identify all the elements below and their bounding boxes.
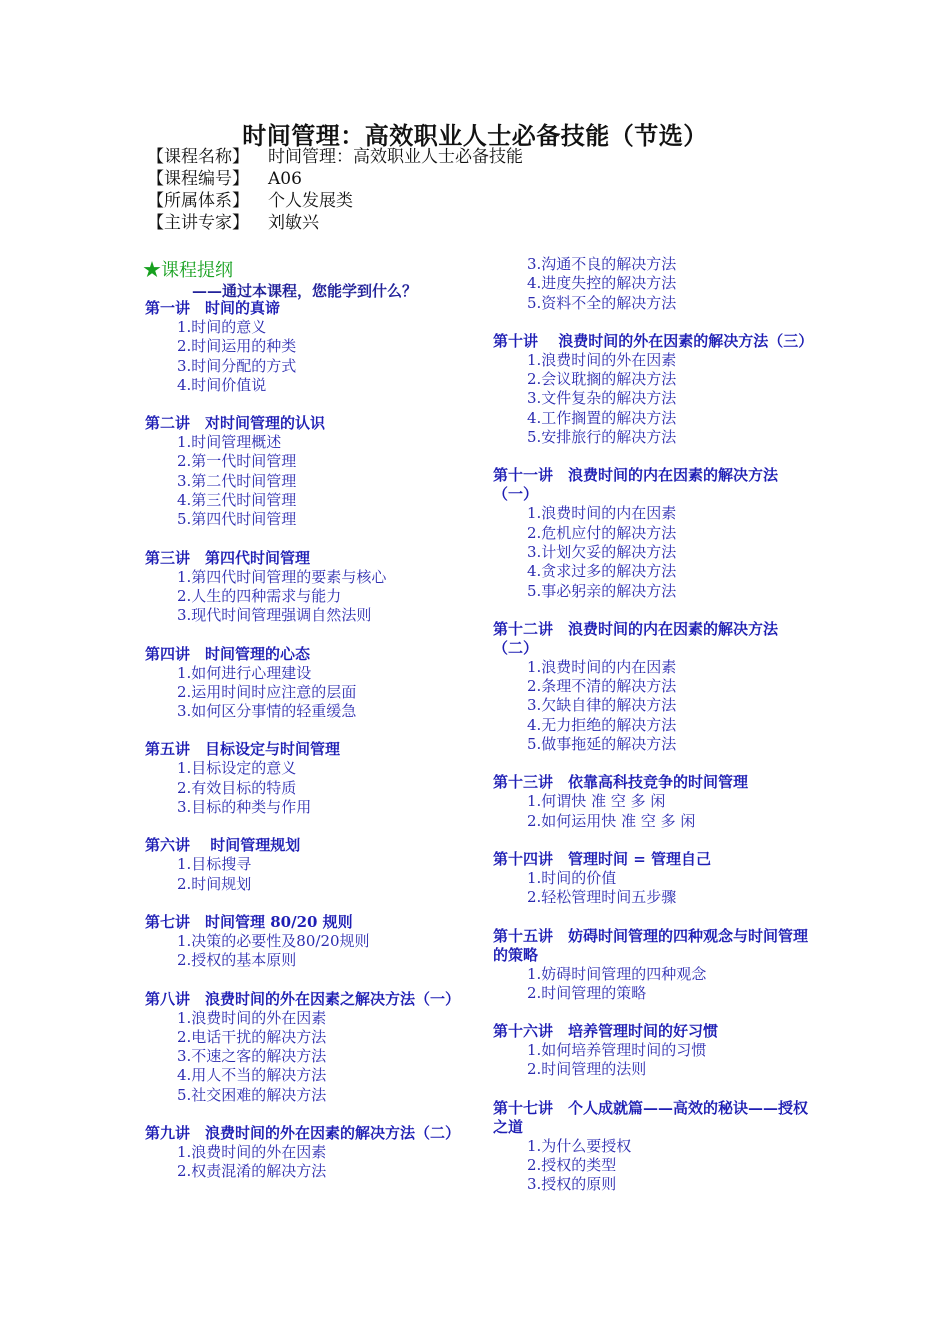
meta-value: 刘敏兴 (268, 213, 319, 233)
meta-course-lecturer (147, 212, 523, 234)
lecture-item: 3.如何区分事情的轻重缓急 (177, 702, 357, 721)
lecture-block (493, 850, 815, 908)
lecture-item: 3.沟通不良的解决方法 (527, 255, 677, 273)
lecture-item-list (145, 759, 475, 817)
lecture-item: 2.时间管理的策略 (527, 983, 647, 1002)
lecture-item: 1.浪费时间的外在因素 (177, 1143, 327, 1162)
lecture-item-list (145, 932, 475, 971)
lecture-item-list (493, 255, 815, 313)
lecture-item: 1.时间的价值 (527, 868, 617, 887)
outline-left-column (145, 299, 475, 1201)
lecture-item-list (145, 664, 475, 722)
lecture-item: 2.危机应付的解决方法 (527, 523, 677, 542)
lecture-item: 1.浪费时间的内在因素 (527, 504, 677, 523)
lecture-item: 1.浪费时间的外在因素 (177, 1008, 327, 1027)
lecture-block (145, 299, 475, 395)
lecture-item: 2.时间规划 (177, 874, 252, 893)
lecture-title: 第六讲 时间管理规划 (145, 836, 301, 855)
lecture-item: 2.电话干扰的解决方法 (177, 1027, 327, 1046)
lecture-item-list (493, 658, 815, 754)
lecture-item-list (493, 792, 815, 831)
lecture-block (493, 1099, 815, 1195)
lecture-item: 2.会议耽搁的解决方法 (527, 370, 677, 389)
lecture-item-list (145, 318, 475, 395)
lecture-block (145, 549, 475, 626)
lecture-item: 4.工作搁置的解决方法 (527, 408, 677, 427)
lecture-title: 第一讲 时间的真谛 (145, 299, 281, 317)
lecture-item: 2.人生的四种需求与能力 (177, 586, 342, 605)
meta-course-name (147, 146, 523, 168)
lecture-item-list (145, 1009, 475, 1105)
meta-value: A06 (268, 169, 302, 189)
outline-heading: ★课程提纲 (143, 260, 233, 281)
meta-value: 时间管理：高效职业人士必备技能 (268, 147, 523, 167)
lecture-item: 3.现代时间管理强调自然法则 (177, 606, 372, 625)
lecture-item: 4.时间价值说 (177, 375, 267, 394)
lecture-title: 第十讲 浪费时间的外在因素的解决方法（三） (493, 331, 814, 350)
lecture-item: 2.授权的基本原则 (177, 951, 297, 970)
lecture-title: 第四讲 时间管理的心态 (145, 644, 311, 663)
lecture-item: 3.时间分配的方式 (177, 356, 297, 375)
lecture-title: 第三讲 第四代时间管理 (145, 548, 311, 567)
lecture-item: 5.事必躬亲的解决方法 (527, 581, 677, 600)
lecture-item-list (493, 869, 815, 908)
course-meta (147, 146, 523, 234)
meta-label: 【课程名称】 (147, 147, 249, 167)
lecture-title: 第十一讲 浪费时间的内在因素的解决方法（一） (493, 466, 779, 504)
meta-label: 【课程编号】 (147, 169, 249, 189)
lecture-block (493, 927, 815, 1004)
lecture-block (493, 255, 815, 313)
lecture-item: 5.社交困难的解决方法 (177, 1085, 327, 1104)
lecture-block (493, 1022, 815, 1080)
lecture-item: 1.为什么要授权 (527, 1136, 632, 1155)
lecture-item: 1.决策的必要性及80/20规则 (177, 931, 370, 950)
lecture-title: 第五讲 目标设定与时间管理 (145, 740, 341, 759)
lecture-item-list (493, 1041, 815, 1080)
meta-value: 个人发展类 (268, 191, 353, 211)
lecture-block (145, 1124, 475, 1182)
lecture-block (145, 414, 475, 529)
lecture-item: 3.授权的原则 (527, 1175, 617, 1194)
lecture-item-list (493, 504, 815, 600)
lecture-item-list (145, 433, 475, 529)
lecture-block (145, 645, 475, 722)
lecture-item: 3.第二代时间管理 (177, 471, 297, 490)
lecture-item: 2.第一代时间管理 (177, 452, 297, 471)
lecture-title: 第十七讲 个人成就篇——高效的秘诀——授权之道 (493, 1098, 809, 1136)
meta-course-system (147, 190, 523, 212)
lecture-item: 3.欠缺自律的解决方法 (527, 696, 677, 715)
lecture-block (493, 620, 815, 754)
lecture-item: 3.文件复杂的解决方法 (527, 389, 677, 408)
lecture-title: 第十二讲 浪费时间的内在因素的解决方法（二） (493, 619, 779, 657)
lecture-item: 2.时间管理的法则 (527, 1060, 647, 1079)
lecture-block (145, 990, 475, 1105)
lecture-item: 2.时间运用的种类 (177, 337, 297, 356)
lecture-item: 1.何谓快 准 空 多 闲 (527, 792, 666, 811)
lecture-item-list (493, 965, 815, 1004)
lecture-title: 第九讲 浪费时间的外在因素的解决方法（二） (145, 1124, 461, 1143)
lecture-item: 2.授权的类型 (527, 1156, 617, 1175)
lecture-item: 1.如何培养管理时间的习惯 (527, 1041, 707, 1060)
lecture-title: 第十五讲 妨碍时间管理的四种观念与时间管理的策略 (493, 926, 809, 964)
lecture-item: 4.无力拒绝的解决方法 (527, 715, 677, 734)
lecture-item: 4.第三代时间管理 (177, 491, 297, 510)
lecture-item-list (145, 855, 475, 894)
lecture-item: 1.浪费时间的内在因素 (527, 657, 677, 676)
lecture-block (145, 740, 475, 817)
lecture-item-list (493, 351, 815, 447)
lecture-item: 5.第四代时间管理 (177, 510, 297, 529)
lecture-item: 5.安排旅行的解决方法 (527, 428, 677, 447)
lecture-item: 2.条理不清的解决方法 (527, 677, 677, 696)
lecture-item-list (493, 1137, 815, 1195)
lecture-item: 2.有效目标的特质 (177, 778, 297, 797)
lecture-title: 第二讲 对时间管理的认识 (145, 414, 326, 433)
lecture-item: 4.进度失控的解决方法 (527, 274, 677, 293)
lecture-item: 1.目标设定的意义 (177, 759, 297, 778)
lecture-title: 第八讲 浪费时间的外在因素之解决方法（一） (145, 989, 461, 1008)
lecture-title: 第十六讲 培养管理时间的好习惯 (493, 1022, 719, 1041)
outline-subtitle: ——通过本课程，您能学到什么？ (192, 282, 418, 300)
lecture-item: 1.浪费时间的外在因素 (527, 350, 677, 369)
lecture-item: 4.用人不当的解决方法 (177, 1066, 327, 1085)
lecture-item: 1.如何进行心理建设 (177, 663, 312, 682)
lecture-item: 5.做事拖延的解决方法 (527, 735, 677, 754)
lecture-title: 第七讲 时间管理 80/20 规则 (145, 912, 353, 931)
lecture-block (145, 913, 475, 971)
lecture-item: 1.妨碍时间管理的四种观念 (527, 964, 707, 983)
lecture-item: 3.计划欠妥的解决方法 (527, 542, 677, 561)
meta-label: 【所属体系】 (147, 191, 249, 211)
lecture-title: 第十四讲 管理时间 = 管理自己 (493, 849, 712, 868)
lecture-block (493, 466, 815, 600)
lecture-item: 4.贪求过多的解决方法 (527, 562, 677, 581)
lecture-block (493, 773, 815, 831)
lecture-item: 2.权责混淆的解决方法 (177, 1162, 327, 1181)
page-title: 时间管理：高效职业人士必备技能（节选） (242, 121, 708, 150)
lecture-block (493, 332, 815, 447)
lecture-item: 2.运用时间时应注意的层面 (177, 682, 357, 701)
meta-label: 【主讲专家】 (147, 213, 249, 233)
lecture-item-list (145, 568, 475, 626)
lecture-item: 1.第四代时间管理的要素与核心 (177, 567, 387, 586)
outline-right-column (493, 255, 815, 1214)
lecture-item-list (145, 1143, 475, 1182)
lecture-item: 2.轻松管理时间五步骤 (527, 888, 677, 907)
meta-course-code (147, 168, 523, 190)
lecture-item: 3.不速之客的解决方法 (177, 1047, 327, 1066)
lecture-item: 1.时间管理概述 (177, 433, 282, 452)
lecture-item: 2.如何运用快 准 空 多 闲 (527, 811, 696, 830)
lecture-block (145, 836, 475, 894)
lecture-item: 1.时间的意义 (177, 318, 267, 336)
lecture-item: 5.资料不全的解决方法 (527, 293, 677, 312)
lecture-item: 3.目标的种类与作用 (177, 798, 312, 817)
lecture-item: 1.目标搜寻 (177, 855, 252, 874)
lecture-title: 第十三讲 依靠高科技竞争的时间管理 (493, 773, 749, 792)
